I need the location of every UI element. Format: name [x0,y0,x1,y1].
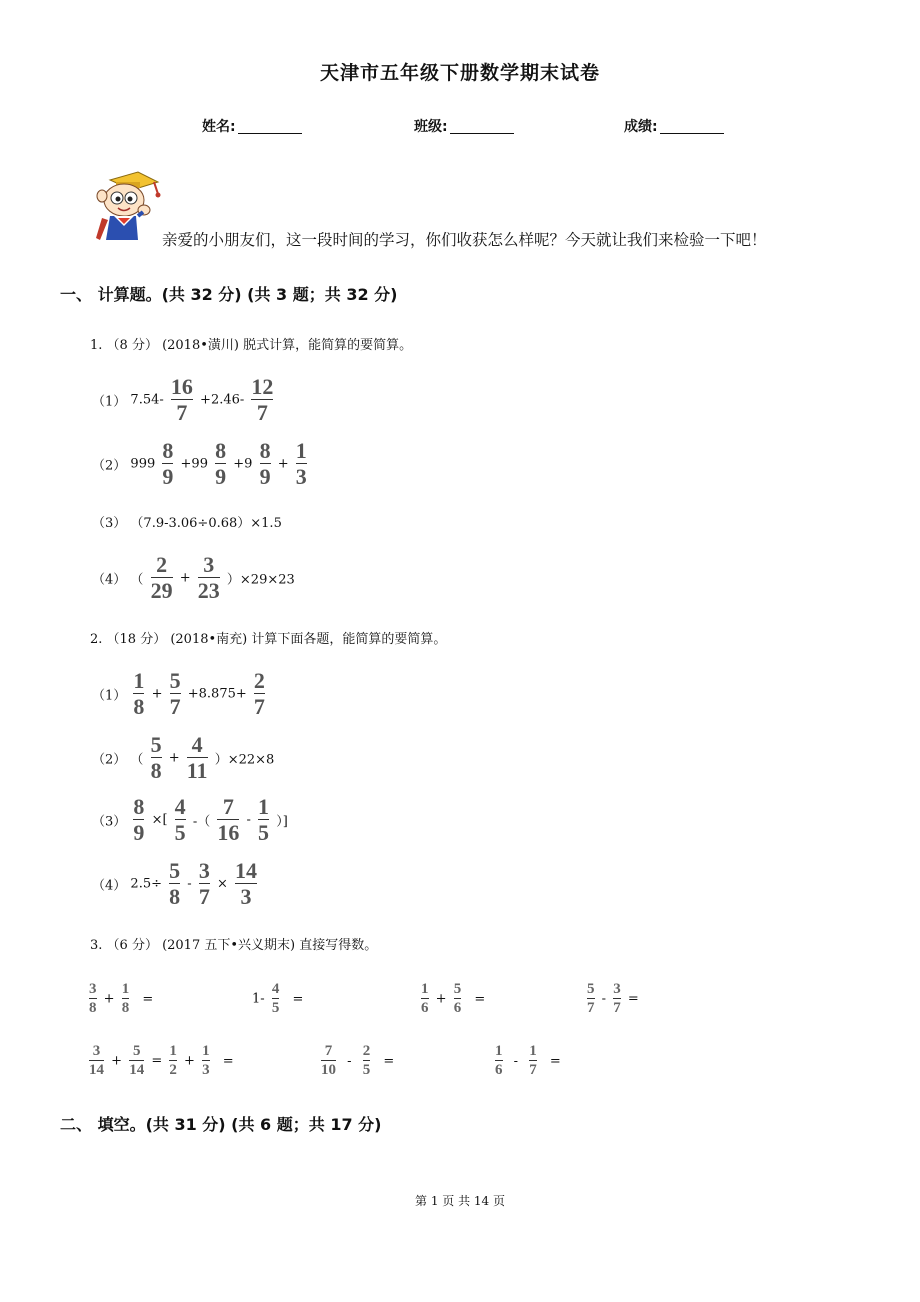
fraction: $\frac{14}{3}$ [235,858,258,909]
name-field [202,116,302,136]
fraction: $\frac{5}{7}$ [169,668,181,719]
q2-part-3 [92,796,288,844]
q1-part-3 [92,512,282,531]
fraction: $\frac{3}{14}$ [89,1043,104,1078]
section-2-heading: 二、 填空。(共 31 分) (共 6 题；共 17 分) [60,1115,382,1134]
greeting-text: 亲爱的小朋友们，这一段时间的学习，你们收获怎么样呢？今天就让我们来检验一下吧！ [162,231,767,249]
expression-text: +9 [233,456,253,472]
expression-text: （ [130,752,144,768]
q3-item-7: $\frac{1}{6}$ - $\frac{1}{7}$ = [495,1043,561,1078]
q1-part-1 [92,376,276,424]
name-blank[interactable] [238,119,302,134]
fraction: $\frac{3}{7}$ [613,981,621,1016]
fraction: $\frac{3}{7}$ [198,858,210,909]
fraction: $\frac{8}{9}$ [133,794,145,845]
q2-part-2 [92,734,274,782]
fraction: $\frac{4}{5}$ [271,981,280,1016]
expression-text: + [151,686,163,702]
fraction: $\frac{2}{7}$ [253,668,265,719]
class-blank[interactable] [450,119,514,134]
q3-item-2: 1- $\frac{4}{5}$ = [252,981,304,1016]
q1-part-2 [92,440,310,488]
fraction: $\frac{1}{6}$ [495,1043,503,1078]
expression-text: - [187,876,192,892]
part-label: （3） [92,814,127,830]
class-field [414,116,514,136]
page-title: 天津市五年级下册数学期末试卷 [319,62,600,84]
fraction: $\frac{8}{9}$ [215,438,227,489]
fraction: $\frac{1}{7}$ [529,1043,537,1078]
page-footer: 第 1 页 共 14 页 [415,1194,505,1208]
fraction: $\frac{1}{2}$ [169,1043,177,1078]
expression-text: （ [130,572,144,588]
fraction: $\frac{3}{23}$ [197,552,220,603]
question-2-header: 2. （18 分） (2018•南充) 计算下面各题，能简算的要简算。 [90,632,447,647]
fraction: $\frac{1}{8}$ [121,981,130,1016]
expression-text: +99 [180,456,208,472]
fraction: $\frac{1}{5}$ [258,794,270,845]
fraction: $\frac{16}{7}$ [170,374,193,425]
fraction: $\frac{2}{29}$ [150,552,173,603]
fraction: $\frac{7}{16}$ [217,794,240,845]
expression-text: （7.9-3.06÷0.68）×1.5 [130,516,282,531]
fraction: $\frac{1}{3}$ [295,438,307,489]
part-label: （2） [92,458,127,474]
expression-text: + [179,570,191,586]
expression-text: -（ [192,814,211,830]
fraction: $\frac{8}{9}$ [259,438,271,489]
expression-text: 999 [130,456,156,472]
q3-item-5: $\frac{3}{14}$ + $\frac{5}{14}$ = $\frac{1}{2}$ + $\frac{1}{3}$ = [89,1043,234,1078]
mascot-illustration [88,166,164,246]
fraction: $\frac{12}{7}$ [251,374,274,425]
fraction: $\frac{2}{5}$ [362,1043,371,1078]
score-field [624,116,724,136]
fraction: $\frac{1}{6}$ [421,981,429,1016]
fraction: $\frac{1}{3}$ [202,1043,210,1078]
q3-item-1: $\frac{3}{8}$ + $\frac{1}{8}$ = [89,981,154,1016]
expression-text: + [277,456,289,472]
q1-part-4 [92,554,295,602]
fraction: $\frac{4}{11}$ [186,732,208,783]
score-blank[interactable] [660,119,724,134]
expression-text: 2.5÷ [130,876,162,892]
q3-item-6: $\frac{7}{10}$ - $\frac{2}{5}$ = [321,1043,395,1078]
fraction: $\frac{5}{8}$ [150,732,162,783]
fraction: $\frac{5}{6}$ [453,981,462,1016]
q3-item-3: $\frac{1}{6}$ + $\frac{5}{6}$ = [421,981,486,1016]
expression-text: 7.54- [130,392,164,408]
fraction: $\frac{3}{8}$ [89,981,97,1016]
section-1-heading: 一、 计算题。(共 32 分) (共 3 题；共 32 分) [60,285,398,304]
q2-part-1 [92,670,268,718]
part-label: （4） [92,572,127,588]
score-label: 成绩: [624,119,658,135]
name-label: 姓名: [202,119,236,135]
part-label: （1） [92,688,127,704]
expression-text: +2.46- [200,392,245,408]
part-label: （1） [92,394,127,410]
fraction: $\frac{8}{9}$ [162,438,174,489]
expression-text: × [216,876,228,892]
question-1-header: 1. （8 分） (2018•潢川) 脱式计算，能简算的要简算。 [90,338,413,353]
fraction: $\frac{5}{14}$ [129,1043,145,1078]
q3-item-4: $\frac{5}{7}$ - $\frac{3}{7}$ = [587,981,639,1016]
question-3-header: 3. （6 分） (2017 五下•兴义期末) 直接写得数。 [90,938,378,953]
expression-text: ）] [276,814,288,830]
part-label: （3） [92,516,127,531]
fraction: $\frac{1}{8}$ [133,668,145,719]
expression-text: ）×22×8 [214,752,275,768]
fraction: $\frac{5}{7}$ [587,981,595,1016]
expression-text: ）×29×23 [226,572,295,588]
part-label: （2） [92,752,127,768]
part-label: （4） [92,878,127,894]
q2-part-4 [92,860,260,908]
fraction: $\frac{4}{5}$ [174,794,186,845]
expression-text: +8.875+ [187,686,247,702]
class-label: 班级: [414,119,448,135]
fraction: $\frac{5}{8}$ [169,858,181,909]
expression-text: - [246,812,251,828]
expression-text: ×[ [151,812,168,828]
fraction: $\frac{7}{10}$ [321,1043,336,1078]
expression-text: + [168,750,180,766]
